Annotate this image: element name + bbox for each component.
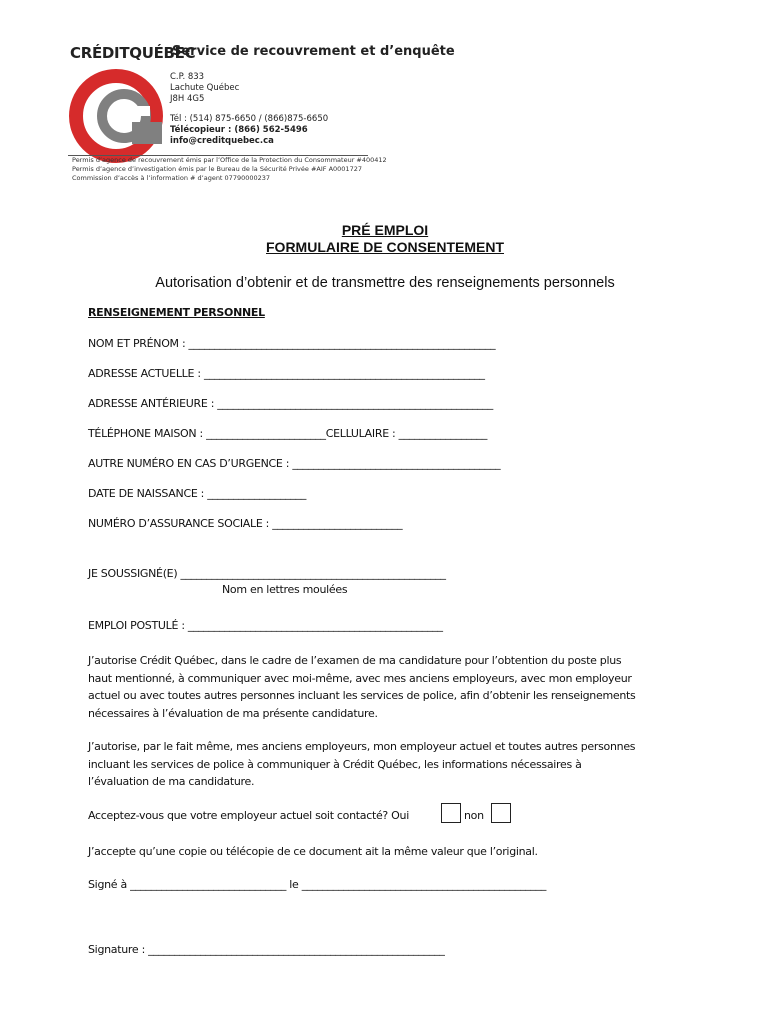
logo-gray-block — [132, 122, 162, 144]
emergency-number-field[interactable]: AUTRE NUMÉRO EN CAS D’URGENCE : ________________________________________ — [88, 457, 501, 470]
copy-statement: J’accepte qu’une copie ou télécopie de ce document ait la même valeur que l’original. — [88, 845, 538, 858]
current-address-field[interactable]: ADRESSE ACTUELLE : ______________________________________________________ — [88, 367, 485, 380]
company-logo — [66, 44, 176, 164]
permit-line: Commission d’accès à l’information # d’agent 07790000237 — [72, 174, 271, 182]
paragraph-line: l’évaluation de ma candidature. — [88, 775, 255, 788]
authorization-paragraph-1 — [88, 652, 688, 722]
paragraph-line: haut mentionné, à communiquer avec moi-même, avec mes anciens employeurs, avec mon employeur — [88, 671, 632, 685]
email-line: info@creditquebec.ca — [170, 136, 274, 146]
paragraph-line: actuel ou avec toutes autres personnes incluant les services de police, afin d’obtenir les renseignements — [88, 689, 636, 702]
paragraph-line: incluant les services de police à communiquer à Crédit Québec, les informations nécessaires à — [88, 757, 582, 771]
address-line-1: C.P. 833 — [170, 72, 205, 82]
address-line-3: J8H 4G5 — [170, 94, 205, 104]
permits-block — [72, 156, 387, 183]
address-line-2: Lachute Québec — [170, 83, 240, 93]
brand-name: CRÉDITQUÉBEC — [70, 44, 196, 62]
contact-question: Acceptez-vous que votre employeur actuel soit contacté? Oui — [88, 809, 409, 822]
name-field[interactable]: NOM ET PRÉNOM : ___________________________________________________________ — [88, 337, 496, 350]
logo-gap — [136, 106, 150, 116]
signed-at-field[interactable]: Signé à ______________________________ le _______________________________________________ — [88, 878, 547, 891]
section-heading: RENSEIGNEMENT PERSONNEL — [88, 306, 265, 319]
document-subtitle: Autorisation d’obtenir et de transmettre des renseignements personnels — [155, 275, 615, 291]
phone-field[interactable]: TÉLÉPHONE MAISON : _______________________CELLULAIRE : _________________ — [88, 427, 488, 440]
permit-line: Permis d’agence de recouvrement émis par l’Office de la Protection du Consommateur #400412 — [72, 156, 387, 164]
phone-line: Tél : (514) 875-6650 / (866)875-6650 — [170, 114, 329, 124]
paragraph-line: J’autorise, par le fait même, mes anciens employeurs, mon employeur actuel et toutes autres personnes — [88, 740, 636, 753]
position-field[interactable]: EMPLOI POSTULÉ : _________________________________________________ — [88, 619, 443, 632]
authorization-paragraph-2 — [88, 738, 688, 791]
undersigned-caption: Nom en lettres moulées — [222, 583, 348, 596]
document-title-line1: PRÉ EMPLOI — [341, 222, 429, 238]
service-title: Service de recouvrement et d’enquête — [172, 44, 455, 59]
paragraph-line: nécessaires à l’évaluation de ma présente candidature. — [88, 706, 378, 720]
sin-field[interactable]: NUMÉRO D’ASSURANCE SOCIALE : _________________________ — [88, 517, 403, 530]
paragraph-line: J’autorise Crédit Québec, dans le cadre de l’examen de ma candidature pour l’obtention du poste plus — [88, 654, 622, 667]
no-label: non — [464, 809, 484, 822]
fax-line: Télécopieur : (866) 562-5496 — [170, 125, 308, 135]
undersigned-field[interactable]: JE SOUSSIGNÉ(E) ___________________________________________________ — [88, 567, 446, 580]
yes-checkbox[interactable] — [441, 803, 461, 823]
birth-date-field[interactable]: DATE DE NAISSANCE : ___________________ — [88, 487, 307, 500]
previous-address-field[interactable]: ADRESSE ANTÉRIEURE : _____________________________________________________ — [88, 397, 493, 410]
permit-line: Permis d’agence d’investigation émis par le Bureau de la Sécurité Privée #AIF A0001727 — [72, 165, 362, 173]
no-checkbox[interactable] — [491, 803, 511, 823]
signature-field[interactable]: Signature : _________________________________________________________ — [88, 943, 445, 956]
document-title-line2: FORMULAIRE DE CONSENTEMENT — [266, 239, 504, 255]
